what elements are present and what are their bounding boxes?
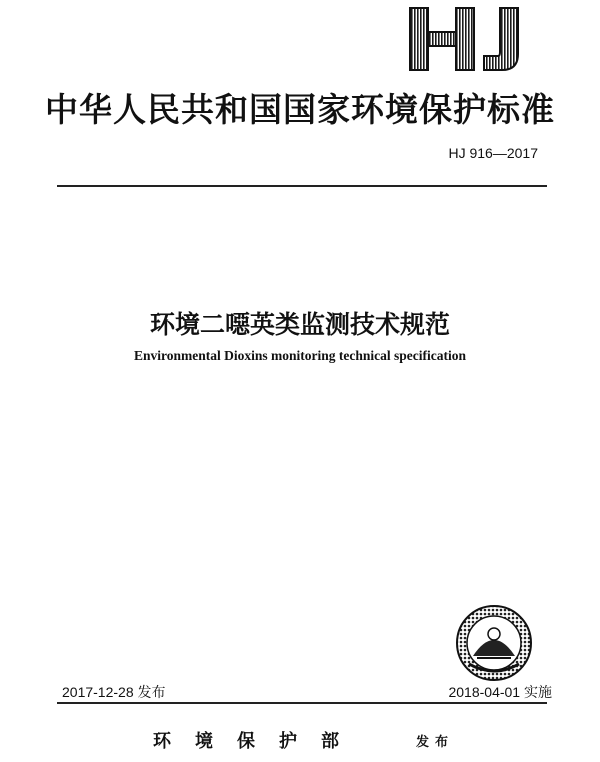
- implementation-date: 2018-04-01 实施: [448, 684, 552, 700]
- standard-type-title: 中华人民共和国国家环境保护标准: [45, 90, 555, 129]
- standard-code: HJ 916—2017: [448, 145, 538, 161]
- header-divider: [57, 185, 547, 187]
- document-title-en: Environmental Dioxins monitoring technical specification: [133, 348, 466, 363]
- document-title-cn: 环境二噁英类监测技术规范: [149, 310, 450, 339]
- publisher-action: 发布: [416, 735, 455, 750]
- ministry-seal-icon: [455, 604, 533, 682]
- publisher-name: 环境保护部: [153, 731, 363, 752]
- issue-date: 2017-12-28 发布: [62, 684, 166, 700]
- hj-logo-icon: [408, 6, 528, 72]
- footer-divider: [57, 702, 547, 704]
